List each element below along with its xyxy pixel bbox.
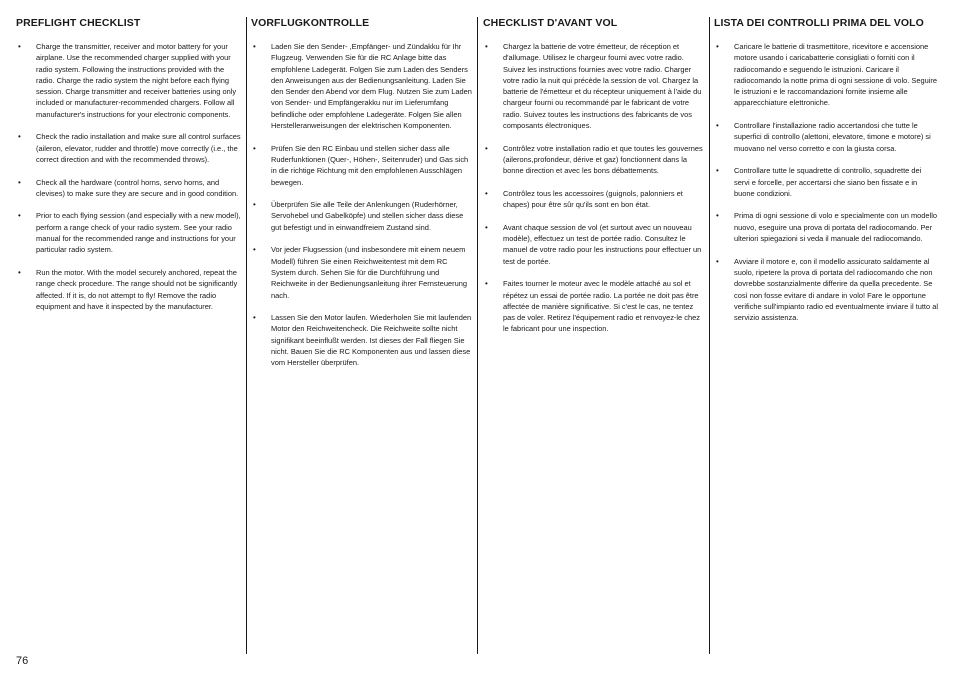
list-item-text: Charge the transmitter, receiver and motor battery for your airplane. Use the recommended charger supplied with your radio system. Following the instructions provided with the radio. Charge the radio system the night before each flying session. Charge transmitter and receiver batteries using only included or manufacturer-recommended chargers. Follow all manufacturer's instructions for your electronic components. [36, 42, 237, 119]
list-item-text: Controllare l'installazione radio accertandosi che tutte le superfici di controllo (alettoni, elevatore, timone e motore) si muovano nel verso corretto e con la giusta corsa. [734, 121, 931, 153]
list-item-text: Run the motor. With the model securely anchored, repeat the range check procedure. The range should not be significantly affected. If it is, do not attempt to fly! Remove the radio equipment and have it inspected by the manufacturer. [36, 267, 238, 311]
list-item-text: Laden Sie den Sender- ,Empfänger- und Zündakku für Ihr Flugzeug. Verwenden Sie für die RC Anlage bitte das empfohlene Ladegerät. Folgen Sie zum Laden des Senders den Anweisungen aus der Bedienungsanleitung. Laden Sie den Sender den Abend vor dem Flug. Nutzen Sie zum Laden von Sender- und Empfängerakku nur im Lieferumfang befindliche oder empfohlene Ladegeräte. Folgen Sie allen Herstelleranweisungen der elektrischen Komponenten. [271, 42, 472, 131]
bullet-icon: • [716, 121, 719, 131]
list-item-text: Check the radio installation and make sure all control surfaces (aileron, elevator, rudder and throttle) move correctly (i.e., the correct direction and with the recommended throws). [36, 132, 241, 164]
page-number: 76 [16, 655, 29, 667]
list-item [714, 41, 938, 109]
bullet-icon: • [18, 177, 21, 187]
checklist [16, 41, 242, 323]
bullet-icon: • [485, 188, 488, 198]
list-item [483, 188, 705, 211]
bullet-icon: • [253, 245, 256, 255]
bullet-icon: • [253, 143, 256, 153]
list-item [16, 210, 242, 255]
bullet-icon: • [253, 313, 256, 323]
list-item-text: Caricare le batterie di trasmettitore, ricevitore e accensione motore usando i caricabatterie consigliati o forniti con il radiocomando e seguendo le istruzioni. Caricare il radiocomando la notte prima di ogni sessione di volo. Seguire le istruzioni e le raccomandazioni fornite insieme alle apparecchiature elettroniche. [734, 42, 937, 108]
list-item-text: Avviare il motore e, con il modello assicurato saldamente al suolo, ripetere la prova di portata del radiocomando che non dovrebbe sostanzialmente differire da quella precedente. Se così non fosse evitare di andare in volo! Fare le opportune verifiche sull'impianto radio ed eventualmente inviare il tutto al servizio assistenza. [734, 256, 938, 323]
checklist [251, 41, 473, 380]
list-item [16, 177, 242, 200]
list-item-text: Chargez la batterie de votre émetteur, de réception et d'allumage. Utilisez le chargeur fourni avec votre radio. Suivez les instructions fournies avec votre radio. Charger votre radio la nuit qui précède la session de vol. Chargez la batterie de l'émetteur et du récepteur uniquement à l'aide du chargeur fourni ou recommandé par le fabricant de votre radio. Suivez toutes les instructions des fabricants de vos composants électroniques. [503, 42, 702, 131]
bullet-icon: • [485, 143, 488, 153]
bullet-icon: • [716, 256, 719, 266]
list-item-text: Prüfen Sie den RC Einbau und stellen sicher dass alle Ruderfunktionen (Quer-, Höhen-, Seitenruder) und Gas sich in die richtige Richtung mit den empfohlenen Ausschlägen bewegen. [271, 143, 469, 187]
bullet-icon: • [18, 267, 21, 277]
list-item [251, 199, 473, 233]
bullet-icon: • [716, 42, 719, 51]
list-item [483, 278, 705, 334]
checklist [714, 41, 938, 335]
bullet-icon: • [253, 200, 256, 210]
list-item-text: Vor jeder Flugsession (und insbesondere mit einem neuem Modell) führen Sie einen Reichweitentest mit dem RC System durch. Sehen Sie für die Durchführung und Reichweite in der Bedienungsanleitung ihrer Fernsteuerung nach. [271, 245, 467, 300]
list-item [16, 267, 242, 312]
column-heading: PREFLIGHT CHECKLIST [16, 17, 141, 29]
bullet-icon: • [485, 279, 488, 289]
list-item-text: Contrôlez votre installation radio et que toutes les gouvernes (ailerons,profondeur, dérive et gaz) fonctionnent dans la bonne direction et avec les bons débattements. [503, 143, 703, 176]
list-item [714, 120, 938, 154]
list-item [483, 222, 705, 267]
list-item-text: Controllare tutte le squadrette di controllo, squadrette dei servi e forcelle, per accertarsi che siano ben fissate e in buone condizioni. [734, 166, 922, 198]
list-item-text: Faites tourner le moteur avec le modèle attaché au sol et répétez un essai de portée radio. La portée ne doit pas être affectée de manière significative. Si c'est le cas, ne tentez pas de voler. Retirez l'équipement radio et renvoyez-le chez le fabricant pour une inspection. [503, 279, 700, 334]
list-item-text: Lassen Sie den Motor laufen. Wiederholen Sie mit laufenden Motor den Reichweitencheck. Die Reichweite sollte nicht signifikant beeinflußt werden. Ist dieses der Fall fliegen Sie nicht. Bauen Sie die RC Komponenten aus und lassen diese vom Hersteller überprüfen. [271, 313, 472, 368]
column-english [16, 0, 242, 675]
list-item [483, 143, 705, 177]
bullet-icon: • [18, 132, 21, 142]
column-divider [246, 17, 247, 654]
checklist [483, 41, 705, 346]
list-item [714, 256, 938, 324]
list-item [483, 41, 705, 131]
list-item-text: Prior to each flying session (and especially with a new model), perform a range check of your radio system. See your radio manual for the recommended range and instructions for your particular radio system. [36, 211, 241, 255]
list-item-text: Contrôlez tous les accessoires (guignols, palonniers et chapes) pour être sûr qu'ils sont en bon état. [503, 188, 683, 210]
column-divider [709, 17, 710, 654]
bullet-icon: • [716, 211, 719, 221]
bullet-icon: • [485, 42, 488, 51]
list-item [251, 143, 473, 188]
column-divider [477, 17, 478, 654]
list-item [714, 165, 938, 199]
list-item [251, 244, 473, 300]
list-item-text: Überprüfen Sie alle Teile der Anlenkungen (Ruderhörner, Servohebel und Gabelköpfe) und stellen sicher dass diese gut befestigt und in einwandfreiem Zustand sind. [271, 200, 464, 232]
column-french [483, 0, 705, 675]
list-item [251, 312, 473, 368]
list-item-text: Avant chaque session de vol (et surtout avec un nouveau modèle), effectuez un test de portée radio. Consultez le manuel de votre radio pour les instructions pour effectuer un test de portée. [503, 222, 702, 266]
column-german [251, 0, 473, 675]
bullet-icon: • [253, 42, 256, 51]
column-heading: CHECKLIST D'AVANT VOL [483, 17, 618, 29]
list-item-text: Check all the hardware (control horns, servo horns, and clevises) to make sure they are secure and in good condition. [36, 177, 239, 198]
list-item [714, 210, 938, 244]
bullet-icon: • [716, 166, 719, 176]
bullet-icon: • [485, 222, 488, 232]
list-item [16, 41, 242, 120]
bullet-icon: • [18, 42, 21, 51]
column-heading: VORFLUGKONTROLLE [251, 17, 370, 29]
list-item-text: Prima di ogni sessione di volo e specialmente con un modello nuovo, eseguire una prova di portata del radiocomando. Per ulteriori spiegazioni si veda il manuale del radiocomando. [734, 211, 937, 244]
list-item [251, 41, 473, 131]
bullet-icon: • [18, 211, 21, 221]
column-heading: LISTA DEI CONTROLLI PRIMA DEL VOLO [714, 17, 924, 29]
list-item [16, 131, 242, 165]
column-italian [714, 0, 938, 675]
